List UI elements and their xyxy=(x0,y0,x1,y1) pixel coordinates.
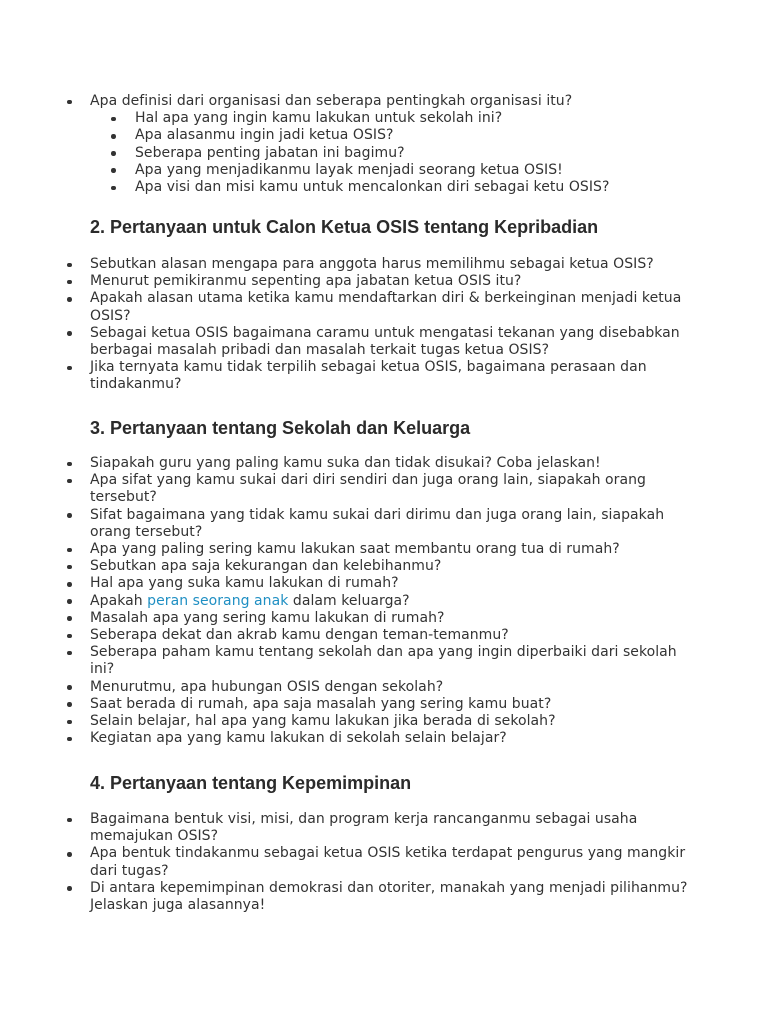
bullet-icon xyxy=(67,513,72,518)
list-item xyxy=(90,679,700,696)
list-item-text: Jika ternyata kamu tidak terpilih sebagai ketua OSIS, bagaimana perasaan dan tindakanmu? xyxy=(90,359,647,393)
bullet-icon xyxy=(67,100,72,105)
list-item xyxy=(90,845,700,879)
bullet-icon xyxy=(67,702,72,707)
list-item-text: Apa alasanmu ingin jadi ketua OSIS? xyxy=(135,127,394,144)
list-item-text: Menurut pemikiranmu sepenting apa jabatan ketua OSIS itu? xyxy=(90,273,522,290)
list-item xyxy=(90,558,700,575)
bullet-icon xyxy=(67,479,72,484)
bullet-icon xyxy=(67,599,72,604)
section-heading-kepemimpinan: 4. Pertanyaan tentang Kepemimpinan xyxy=(90,773,412,793)
bullet-icon xyxy=(67,582,72,587)
sekolah-keluarga-question-list xyxy=(90,455,700,747)
list-item-text: Sebagai ketua OSIS bagaimana caramu untuk mengatasi tekanan yang disebabkan berbagai masalah pribadi dan masalah terkait tugas ketua OSIS? xyxy=(90,324,680,359)
list-item xyxy=(135,179,700,196)
list-item-text: Selain belajar, hal apa yang kamu lakukan jika berada di sekolah? xyxy=(90,713,556,730)
list-item xyxy=(90,290,700,324)
list-item xyxy=(90,627,700,644)
bullet-icon xyxy=(111,151,116,156)
bullet-icon xyxy=(67,263,72,268)
kepribadian-question-list xyxy=(90,256,700,394)
list-item-text: Apa sifat yang kamu sukai dari diri sendiri dan juga orang lain, siapakah orang tersebut? xyxy=(90,472,646,506)
bullet-icon xyxy=(67,565,72,570)
list-item xyxy=(90,811,700,845)
list-item-text: Bagaimana bentuk visi, misi, dan program kerja rancanganmu sebagai usaha memajukan OSIS? xyxy=(90,811,638,845)
bullet-icon xyxy=(111,134,116,139)
bullet-icon xyxy=(67,720,72,725)
list-item xyxy=(90,593,700,610)
list-item-text: Saat berada di rumah, apa saja masalah yang sering kamu buat? xyxy=(90,695,552,712)
list-item-text: Sifat bagaimana yang tidak kamu sukai dari dirimu dan juga orang lain, siapakah orang tersebut? xyxy=(90,506,665,540)
bullet-icon xyxy=(111,186,116,191)
bullet-icon xyxy=(67,297,72,302)
list-item-text: Apa definisi dari organisasi dan seberapa pentingkah organisasi itu? xyxy=(90,93,573,109)
list-item-text: Seberapa dekat dan akrab kamu dengan teman-temanmu? xyxy=(90,627,509,644)
bullet-icon xyxy=(67,651,72,656)
bullet-icon xyxy=(67,737,72,742)
list-item xyxy=(90,541,700,558)
list-item-text: Seberapa paham kamu tentang sekolah dan apa yang ingin diperbaiki dari sekolah ini? xyxy=(90,644,677,678)
bullet-icon xyxy=(67,634,72,639)
list-item xyxy=(90,610,700,627)
list-item-text: Di antara kepemimpinan demokrasi dan otoriter, manakah yang menjadi pilihanmu? Jelaskan juga alasannya! xyxy=(90,879,688,914)
list-item-text-before-link: Apakah xyxy=(90,592,148,609)
list-item-text: Sebutkan apa saja kekurangan dan kelebihanmu? xyxy=(90,558,442,575)
list-item xyxy=(90,880,700,914)
bullet-icon xyxy=(67,280,72,285)
bullet-icon xyxy=(67,685,72,690)
peran-seorang-anak-link[interactable]: peran seorang anak xyxy=(147,592,289,609)
list-item xyxy=(135,110,700,127)
list-item xyxy=(135,145,700,162)
section-heading-sekolah-keluarga: 3. Pertanyaan tentang Sekolah dan Keluarga xyxy=(90,418,471,438)
bullet-icon xyxy=(67,366,72,371)
list-item xyxy=(90,575,700,592)
list-item xyxy=(90,256,700,273)
list-item xyxy=(90,507,700,541)
list-item-text: Apakah alasan utama ketika kamu mendaftarkan diri & berkeinginan menjadi ketua OSIS? xyxy=(90,290,682,324)
list-item-text: Siapakah guru yang paling kamu suka dan tidak disukai? Coba jelaskan! xyxy=(90,455,601,471)
kepemimpinan-question-list xyxy=(90,811,700,914)
list-item-text: Hal apa yang ingin kamu lakukan untuk sekolah ini? xyxy=(135,110,503,127)
list-item xyxy=(90,359,700,393)
intro-question-list xyxy=(90,93,700,196)
list-item-text: Menurutmu, apa hubungan OSIS dengan sekolah? xyxy=(90,678,444,695)
bullet-icon xyxy=(111,117,116,122)
list-item xyxy=(135,127,700,144)
bullet-icon xyxy=(67,548,72,553)
list-item xyxy=(135,162,700,179)
bullet-icon xyxy=(67,852,72,857)
section-heading-kepribadian: 2. Pertanyaan untuk Calon Ketua OSIS tentang Kepribadian xyxy=(90,217,599,237)
list-item-text-after-link: dalam keluarga? xyxy=(288,592,410,609)
bullet-icon xyxy=(67,616,72,621)
bullet-icon xyxy=(67,462,72,467)
list-item xyxy=(90,644,700,678)
list-item xyxy=(90,472,700,506)
list-item-text: Kegiatan apa yang kamu lakukan di sekolah selain belajar? xyxy=(90,730,507,747)
list-item-text: Sebutkan alasan mengapa para anggota harus memilihmu sebagai ketua OSIS? xyxy=(90,256,654,272)
list-item-text: Seberapa penting jabatan ini bagimu? xyxy=(135,144,405,161)
list-item xyxy=(90,455,700,472)
bullet-icon xyxy=(111,168,116,173)
intro-sub-question-list xyxy=(90,110,700,196)
bullet-icon xyxy=(67,886,72,891)
list-item xyxy=(90,273,700,290)
bullet-icon xyxy=(67,818,72,823)
list-item xyxy=(90,730,700,747)
list-item-text: Apa visi dan misi kamu untuk mencalonkan diri sebagai ketu OSIS? xyxy=(135,179,610,196)
list-item-text: Apa yang paling sering kamu lakukan saat membantu orang tua di rumah? xyxy=(90,541,620,558)
bullet-icon xyxy=(67,331,72,336)
list-item xyxy=(90,713,700,730)
list-item-text: Masalah apa yang sering kamu lakukan di rumah? xyxy=(90,609,445,626)
list-item-text: Apa yang menjadikanmu layak menjadi seorang ketua OSIS! xyxy=(135,161,563,178)
list-item-text: Hal apa yang suka kamu lakukan di rumah? xyxy=(90,575,399,592)
list-item-text: Apa bentuk tindakanmu sebagai ketua OSIS ketika terdapat pengurus yang mangkir dari tugas? xyxy=(90,845,686,879)
list-item xyxy=(90,325,700,359)
list-item xyxy=(90,93,700,196)
list-item xyxy=(90,696,700,713)
